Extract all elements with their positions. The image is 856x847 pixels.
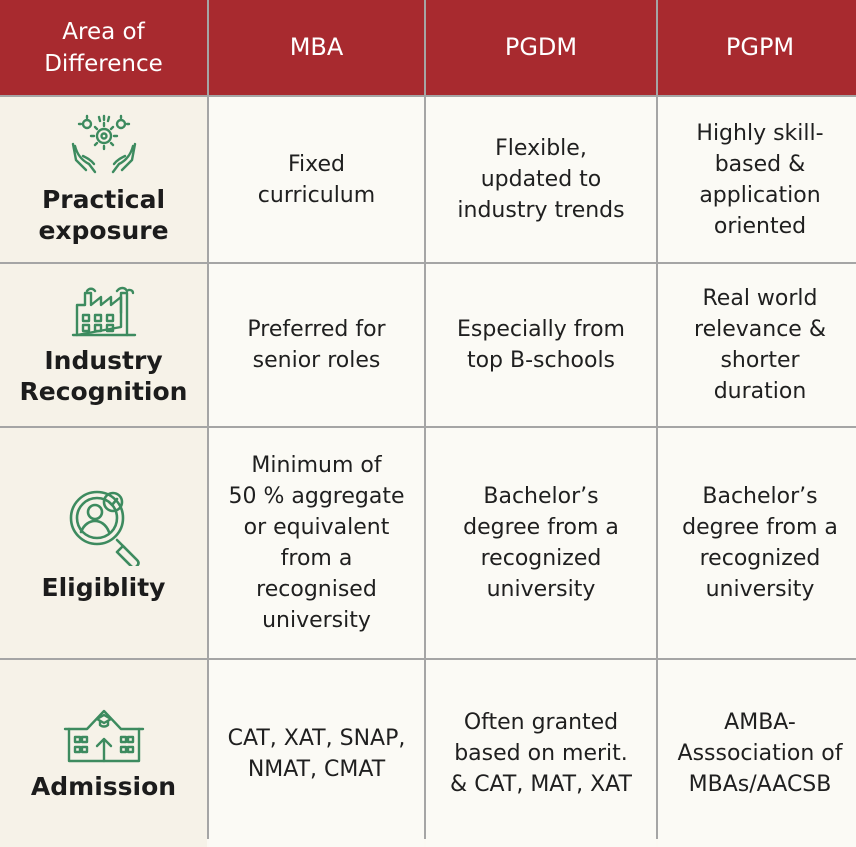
hands-gears-icon [69, 114, 139, 178]
header-pgpm [658, 0, 856, 95]
header-label: PGPM [725, 33, 795, 61]
header-label: PGDM [504, 33, 578, 61]
school-building-icon [63, 705, 145, 765]
header-area-of-difference [0, 0, 207, 95]
cell-admission-pgpm [658, 660, 856, 847]
cell-text: Highly skill- based & application oriented [696, 120, 824, 239]
cell-admission-pgdm [426, 660, 656, 847]
cell-practical-mba [209, 97, 424, 262]
factory-icon [71, 283, 137, 339]
cell-text: Real world relevance & shorter duration [694, 286, 826, 404]
cell-industry-mba [209, 264, 424, 426]
header-mba [209, 0, 424, 95]
cell-text: Preferred for senior roles [247, 317, 386, 373]
cell-text: Bachelor’s degree from a recognized university [682, 484, 838, 602]
cell-industry-pgdm [426, 264, 656, 426]
cell-practical-pgdm [426, 97, 656, 262]
cell-text: Minimum of 50 % aggregate or equivalent from a recognised university [228, 453, 405, 633]
cell-industry-pgpm [658, 264, 856, 426]
row-label-practical-exposure [0, 97, 207, 262]
row-label-text: Industry Recognition [19, 346, 188, 406]
cell-text: Often granted based on merit. & CAT, MAT, XAT [450, 710, 632, 797]
row-label-text: Eligiblity [41, 572, 166, 602]
cell-text: Especially from top B-schools [457, 317, 625, 373]
cell-eligiblity-mba [209, 428, 424, 658]
row-label-text: Practical exposure [38, 184, 169, 245]
cell-text: Bachelor’s degree from a recognized university [463, 484, 619, 602]
magnifier-person-check-icon [61, 484, 147, 566]
cell-text: Fixed curriculum [257, 151, 376, 208]
row-label-text: Admission [30, 772, 177, 801]
cell-text: CAT, XAT, SNAP, NMAT, CMAT [227, 725, 406, 782]
row-label-admission [0, 660, 207, 847]
header-label: MBA [289, 33, 344, 61]
header-label: Area of Difference [44, 18, 163, 77]
cell-eligiblity-pgpm [658, 428, 856, 658]
cell-admission-mba [209, 660, 424, 847]
cell-practical-pgpm [658, 97, 856, 262]
header-pgdm [426, 0, 656, 95]
cell-eligiblity-pgdm [426, 428, 656, 658]
row-label-eligiblity [0, 428, 207, 658]
cell-text: Flexible, updated to industry trends [457, 136, 625, 223]
cell-text: AMBA- Asssociation of MBAs/AACSB [677, 710, 843, 797]
row-label-industry-recognition [0, 264, 207, 426]
